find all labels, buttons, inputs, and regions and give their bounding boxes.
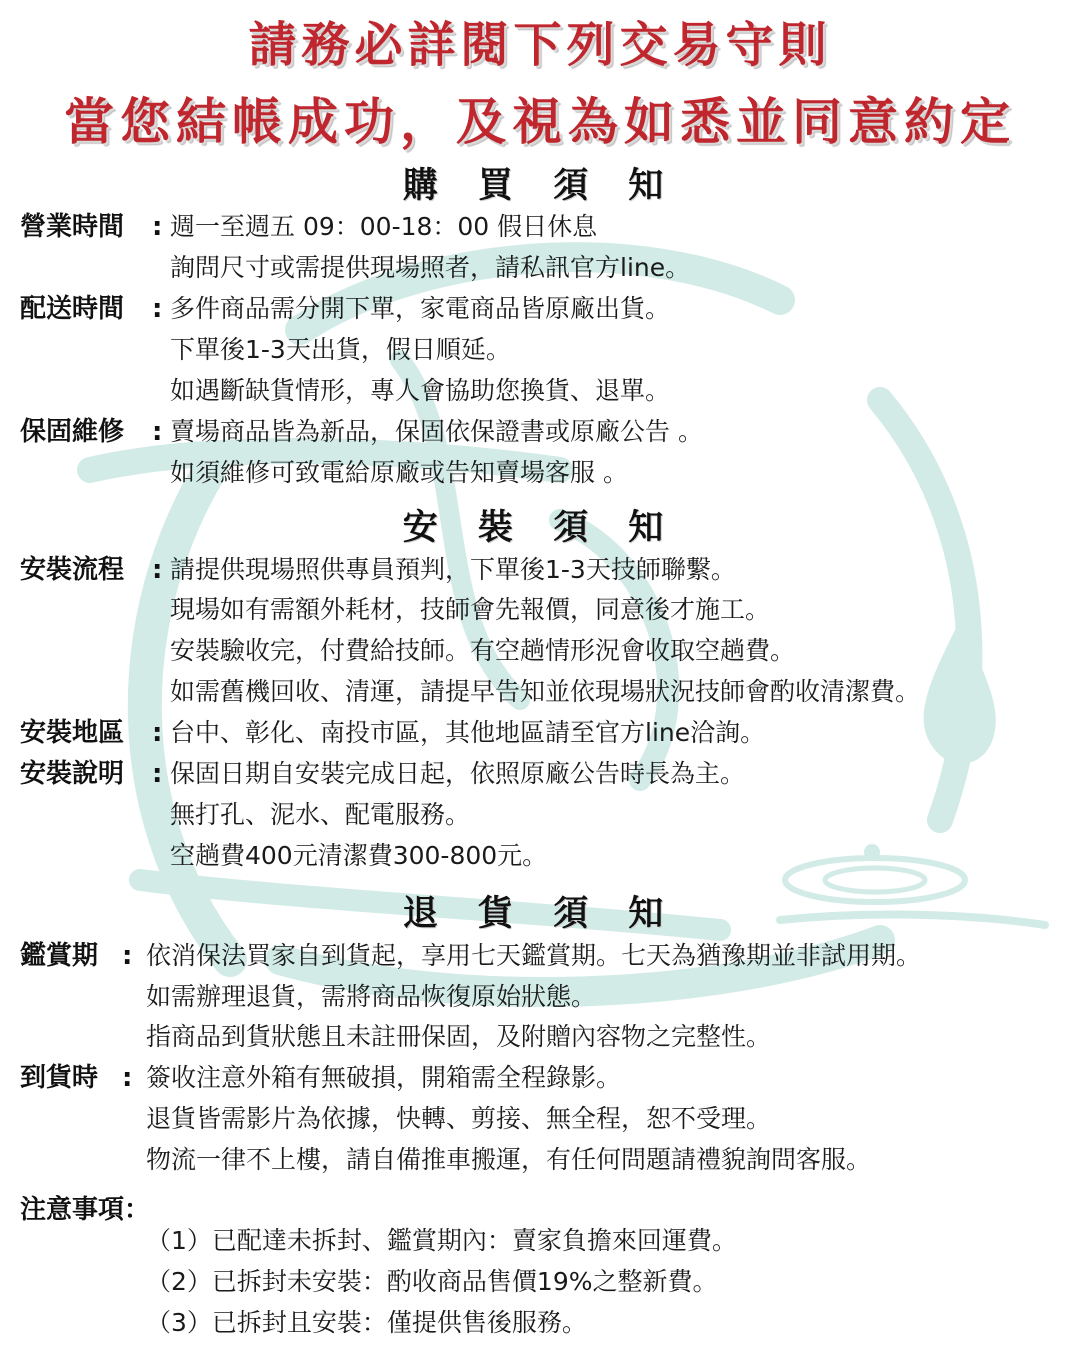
text-line: 現場如有需額外耗材，技師會先報價，同意後才施工。 bbox=[170, 595, 771, 624]
text-line: 指商品到貨狀態且未註冊保固，及附贈內容物之完整性。 bbox=[146, 1022, 772, 1051]
text-line: 如須維修可致電給原廠或告知賣場客服 。 bbox=[170, 458, 628, 487]
section-title-install: 安 裝 須 知 bbox=[402, 508, 678, 548]
text-line: 空趟費400元清潔費300-800元。 bbox=[170, 841, 548, 870]
headline-line1: 請務必詳閱下列交易守則 bbox=[248, 17, 832, 73]
text-line: 如需辦理退貨，需將商品恢復原始狀態。 bbox=[146, 982, 597, 1011]
text-line: 如需舊機回收、清運，請提早告知並依現場狀況技師會酌收清潔費。 bbox=[170, 677, 921, 706]
label-delivery-time: 配送時間 bbox=[20, 294, 125, 324]
label-notes: 注意事項： bbox=[20, 1195, 151, 1225]
label-install-notes: 安裝說明 bbox=[20, 759, 125, 789]
note-line: （2）已拆封未安裝：酌收商品售價19%之整新費。 bbox=[146, 1267, 718, 1296]
purchase-row-hours: 營業時間 : 週一至週五 09：00-18：00 假日休息 bbox=[0, 207, 1080, 247]
text-line: 多件商品需分開下單，家電商品皆原廠出貨。 bbox=[170, 294, 671, 323]
install-row-process: 安裝流程 : 請提供現場照供專員預判，下單後1-3天技師聯繫。 bbox=[0, 550, 1080, 590]
text-line: 物流一律不上樓，請自備推車搬運，有任何問題請禮貌詢問客服。 bbox=[146, 1145, 872, 1174]
text-line: 依消保法買家自到貨起，享用七天鑑賞期。七天為猶豫期並非試用期。 bbox=[146, 941, 922, 970]
section-title-returns: 退 貨 須 知 bbox=[402, 894, 678, 934]
label-on-arrival: 到貨時 bbox=[20, 1063, 99, 1093]
returns-row-appreciation: 鑑賞期 : 依消保法買家自到貨起，享用七天鑑賞期。七天為猶豫期並非試用期。 bbox=[0, 936, 1080, 976]
headline-line2: 當您結帳成功，及視為如悉並同意約定 bbox=[64, 93, 1016, 151]
purchase-row-delivery: 配送時間 : 多件商品需分開下單，家電商品皆原廠出貨。 bbox=[0, 289, 1080, 329]
text-line: 賣場商品皆為新品，保固依保證書或原廠公告 。 bbox=[170, 417, 703, 446]
label-warranty: 保固維修 bbox=[20, 417, 125, 447]
text-line: 台中、彰化、南投市區，其他地區請至官方line洽詢。 bbox=[170, 718, 766, 747]
text-line: 週一至週五 09：00-18：00 假日休息 bbox=[170, 212, 598, 241]
text-line: 簽收注意外箱有無破損，開箱需全程錄影。 bbox=[146, 1063, 622, 1092]
text-line: 無打孔、泥水、配電服務。 bbox=[170, 800, 471, 829]
note-line: （1）已配達未拆封、鑑賞期內：賣家負擔來回運費。 bbox=[146, 1226, 737, 1255]
label-install-area: 安裝地區 bbox=[20, 718, 125, 748]
install-row-notes: 安裝說明 : 保固日期自安裝完成日起，依照原廠公告時長為主。 bbox=[0, 754, 1080, 794]
label-install-process: 安裝流程 bbox=[20, 555, 125, 585]
returns-row-arrival: 到貨時 : 簽收注意外箱有無破損，開箱需全程錄影。 bbox=[0, 1058, 1080, 1098]
text-line: 保固日期自安裝完成日起，依照原廠公告時長為主。 bbox=[170, 759, 746, 788]
note-line: （3）已拆封且安裝：僅提供售後服務。 bbox=[146, 1308, 587, 1337]
text-line: 請提供現場照供專員預判，下單後1-3天技師聯繫。 bbox=[170, 555, 736, 584]
label-appreciation-period: 鑑賞期 bbox=[20, 941, 99, 971]
text-line: 退貨皆需影片為依據，快轉、剪接、無全程，恕不受理。 bbox=[146, 1104, 772, 1133]
text-line: 下單後1-3天出貨，假日順延。 bbox=[170, 335, 511, 364]
text-line: 詢問尺寸或需提供現場照者，請私訊官方line。 bbox=[170, 253, 691, 282]
purchase-row-warranty: 保固維修 : 賣場商品皆為新品，保固依保證書或原廠公告 。 bbox=[0, 412, 1080, 452]
install-row-area: 安裝地區 : 台中、彰化、南投市區，其他地區請至官方line洽詢。 bbox=[0, 713, 1080, 753]
text-line: 安裝驗收完，付費給技師。有空趟情形況會收取空趟費。 bbox=[170, 636, 796, 665]
section-title-purchase: 購 買 須 知 bbox=[402, 166, 678, 206]
label-business-hours: 營業時間 bbox=[20, 212, 125, 242]
text-line: 如遇斷缺貨情形，專人會協助您換貨、退單。 bbox=[170, 376, 671, 405]
